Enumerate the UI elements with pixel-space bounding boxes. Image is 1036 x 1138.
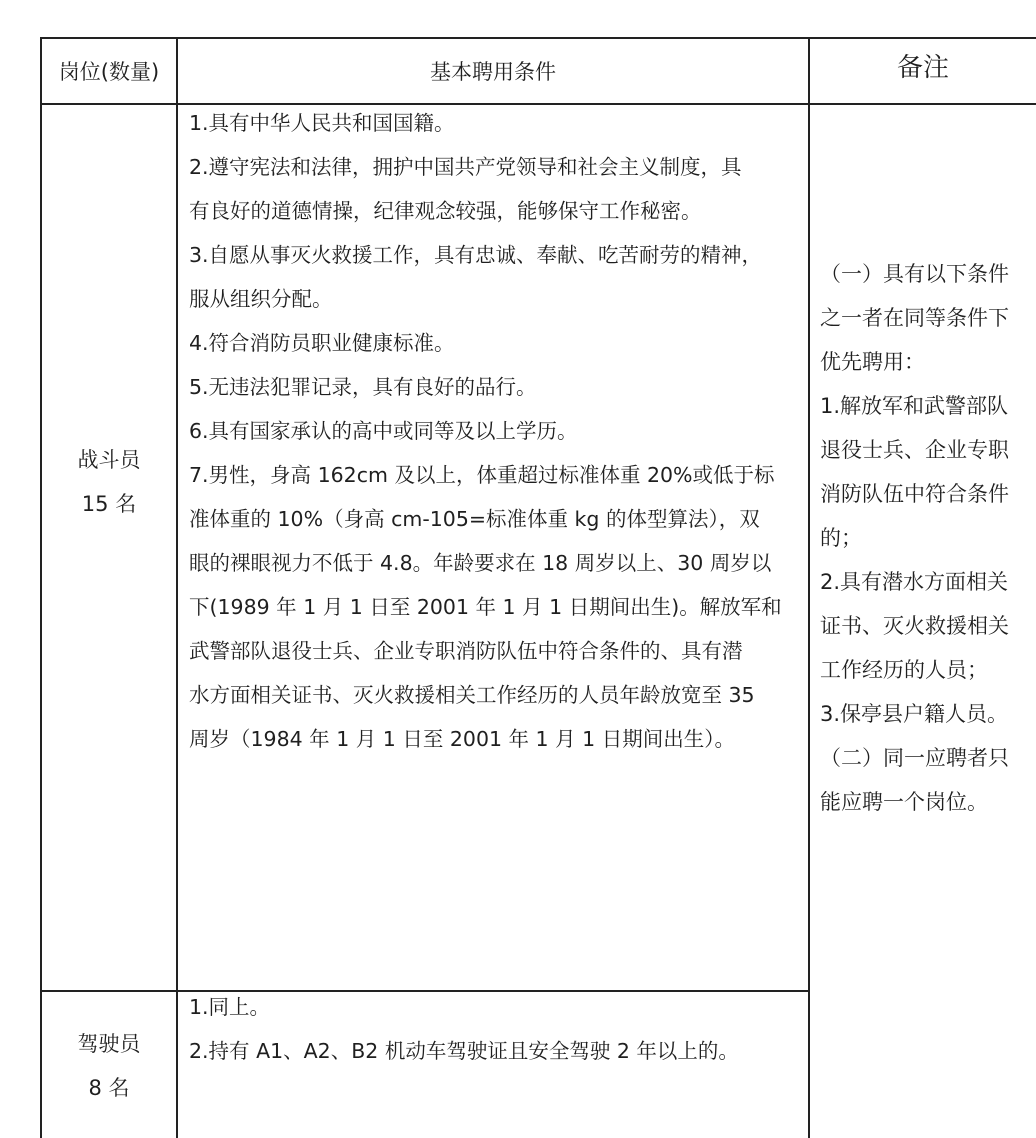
condition-line: 7.男性，身高 162cm 及以上，体重超过标准体重 20%或低于标 — [189, 463, 775, 487]
remark-line: 之一者在同等条件下 — [820, 306, 1009, 330]
remark-line: （一）具有以下条件 — [820, 262, 1009, 286]
condition-line: 眼的裸眼视力不低于 4.8。年龄要求在 18 周岁以上、30 周岁以 — [189, 551, 772, 575]
condition-line: 2.持有 A1、A2、B2 机动车驾驶证且安全驾驶 2 年以上的。 — [189, 1039, 739, 1063]
remark-line: 的； — [820, 526, 862, 550]
conditions-cell-driver — [189, 985, 739, 1073]
condition-line: 3.自愿从事灭火救援工作，具有忠诚、奉献、吃苦耐劳的精神， — [189, 243, 763, 267]
header-conditions: 基本聘用条件 — [430, 60, 556, 84]
position-count: 8 名 — [88, 1076, 130, 1100]
remark-line: 工作经历的人员； — [820, 658, 988, 682]
position-title: 驾驶员 — [77, 1032, 141, 1056]
condition-line: 水方面相关证书、灭火救援相关工作经历的人员年龄放宽至 35 — [189, 683, 755, 707]
remark-line: 退役士兵、企业专职 — [820, 438, 1009, 462]
header-remarks: 备注 — [896, 52, 949, 83]
remark-line: 1.解放军和武警部队 — [820, 394, 1009, 418]
position-cell-fighter — [42, 438, 176, 526]
condition-line: 周岁（1984 年 1 月 1 日至 2001 年 1 月 1 日期间出生）。 — [189, 727, 735, 751]
remark-line: （二）同一应聘者只 — [820, 746, 1009, 770]
remark-line: 消防队伍中符合条件 — [820, 482, 1009, 506]
condition-line: 下(1989 年 1 月 1 日至 2001 年 1 月 1 日期间出生)。解放军和 — [189, 595, 782, 619]
condition-line: 6.具有国家承认的高中或同等及以上学历。 — [189, 419, 578, 443]
condition-line: 4.符合消防员职业健康标准。 — [189, 331, 455, 355]
condition-line: 有良好的道德情操，纪律观念较强，能够保守工作秘密。 — [189, 199, 702, 223]
condition-line: 武警部队退役士兵、企业专职消防队伍中符合条件的、具有潜 — [189, 639, 743, 663]
condition-line: 5.无违法犯罪记录，具有良好的品行。 — [189, 375, 537, 399]
col-divider-2 — [808, 37, 810, 1138]
header-position: 岗位(数量) — [58, 60, 160, 84]
condition-line: 1.同上。 — [189, 995, 271, 1019]
remark-line: 优先聘用： — [820, 350, 925, 374]
conditions-cell-fighter — [189, 101, 782, 761]
position-cell-driver — [42, 1022, 176, 1110]
position-title: 战斗员 — [77, 448, 141, 472]
remark-line: 能应聘一个岗位。 — [820, 790, 988, 814]
condition-line: 2.遵守宪法和法律，拥护中国共产党领导和社会主义制度，具 — [189, 155, 742, 179]
condition-line: 服从组织分配。 — [189, 287, 333, 311]
remark-line: 2.具有潜水方面相关 — [820, 570, 1009, 594]
col-divider-1 — [176, 37, 178, 1138]
remarks-cell — [820, 252, 1009, 824]
condition-line: 1.具有中华人民共和国国籍。 — [189, 111, 455, 135]
remark-line: 3.保亭县户籍人员。 — [820, 702, 1009, 726]
position-count: 15 名 — [81, 492, 137, 516]
condition-line: 准体重的 10%（身高 cm-105=标准体重 kg 的体型算法），双 — [189, 507, 760, 531]
remark-line: 证书、灭火救援相关 — [820, 614, 1009, 638]
table-left-border — [40, 37, 42, 1138]
